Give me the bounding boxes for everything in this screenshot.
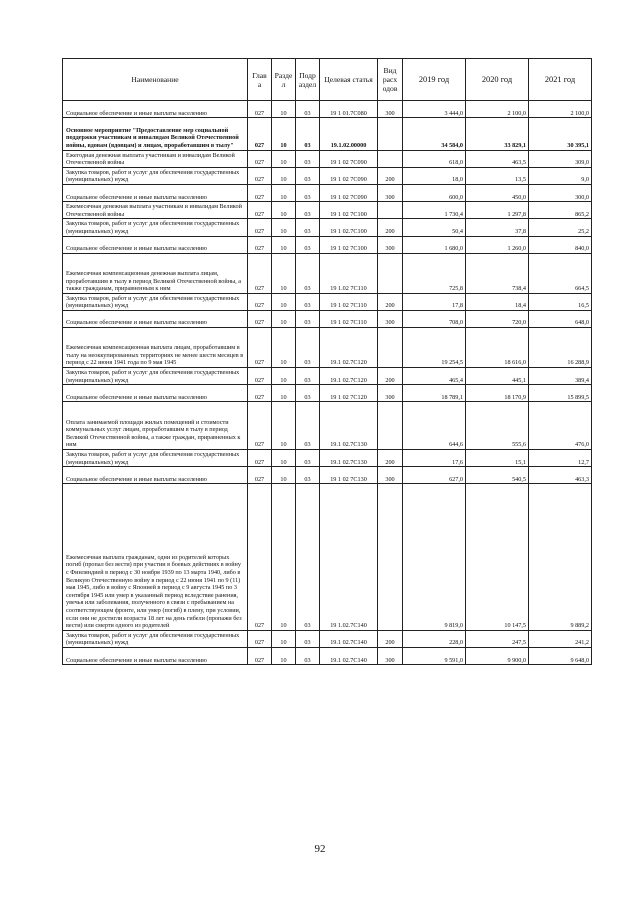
row-target-article: 19.1.02.00000 bbox=[320, 118, 378, 150]
row-value-2020: 463,5 bbox=[466, 150, 529, 167]
table-row bbox=[63, 385, 592, 402]
header-2021: 2021 год bbox=[529, 59, 592, 101]
row-value-2020: 540,5 bbox=[466, 467, 529, 484]
row-target-article: 19.1 02.7С130 bbox=[320, 402, 378, 450]
row-section: 10 bbox=[272, 648, 296, 665]
row-value-2021: 309,0 bbox=[529, 150, 592, 167]
row-value-2020: 1 297,8 bbox=[466, 202, 529, 219]
row-chapter: 027 bbox=[248, 385, 272, 402]
row-value-2019: 600,0 bbox=[403, 184, 466, 201]
table-row bbox=[63, 219, 592, 236]
row-section: 10 bbox=[272, 101, 296, 118]
row-chapter: 027 bbox=[248, 328, 272, 368]
row-target-article: 19.1 02.7С120 bbox=[320, 368, 378, 385]
row-value-2020: 555,6 bbox=[466, 402, 529, 450]
row-section: 10 bbox=[272, 630, 296, 647]
row-subsection: 03 bbox=[296, 236, 320, 253]
row-value-2019: 9 819,0 bbox=[403, 484, 466, 630]
row-expense-type: 200 bbox=[378, 368, 403, 385]
table-row bbox=[63, 402, 592, 450]
row-subsection: 03 bbox=[296, 184, 320, 201]
row-value-2019: 9 591,0 bbox=[403, 648, 466, 665]
row-value-2020: 33 829,1 bbox=[466, 118, 529, 150]
row-chapter: 027 bbox=[248, 150, 272, 167]
budget-table bbox=[62, 58, 592, 665]
row-value-2021: 12,7 bbox=[529, 450, 592, 467]
row-section: 10 bbox=[272, 253, 296, 293]
header-2020: 2020 год bbox=[466, 59, 529, 101]
row-subsection: 03 bbox=[296, 402, 320, 450]
row-value-2020: 247,5 bbox=[466, 630, 529, 647]
page-number: 92 bbox=[314, 843, 326, 855]
row-value-2019: 228,0 bbox=[403, 630, 466, 647]
row-name: Социальное обеспечение и иные выплаты населению bbox=[63, 184, 248, 201]
row-value-2019: 644,6 bbox=[403, 402, 466, 450]
row-name: Социальное обеспечение и иные выплаты населению bbox=[63, 648, 248, 665]
row-target-article: 19 1 02 7С120 bbox=[320, 385, 378, 402]
row-target-article: 19 1 02 7С100 bbox=[320, 236, 378, 253]
row-target-article: 19 1 02 7С090 bbox=[320, 184, 378, 201]
row-value-2021: 241,2 bbox=[529, 630, 592, 647]
row-value-2021: 463,3 bbox=[529, 467, 592, 484]
row-subsection: 03 bbox=[296, 310, 320, 327]
row-expense-type: 300 bbox=[378, 101, 403, 118]
row-value-2021: 476,0 bbox=[529, 402, 592, 450]
row-target-article: 19 1 02 7С100 bbox=[320, 202, 378, 219]
row-chapter: 027 bbox=[248, 101, 272, 118]
row-target-article: 19.1 02.7С130 bbox=[320, 450, 378, 467]
row-expense-type: 300 bbox=[378, 385, 403, 402]
row-value-2019: 627,0 bbox=[403, 467, 466, 484]
row-name: Закупка товаров, работ и услуг для обеспечения государственных (муниципальных) нужд bbox=[63, 630, 248, 647]
row-chapter: 027 bbox=[248, 310, 272, 327]
row-chapter: 027 bbox=[248, 184, 272, 201]
row-value-2021: 664,5 bbox=[529, 253, 592, 293]
table-row bbox=[63, 236, 592, 253]
row-name: Основное мероприятие "Предоставление мер социальной поддержки участникам и инвалидам Великой Отечественной войны, вдовам (вдовцам) и лицам, проработавшим в тылу" bbox=[63, 118, 248, 150]
row-value-2019: 618,0 bbox=[403, 150, 466, 167]
row-target-article: 19 1 02.7С100 bbox=[320, 219, 378, 236]
row-expense-type: 300 bbox=[378, 310, 403, 327]
row-expense-type: 300 bbox=[378, 648, 403, 665]
row-target-article: 19 1 02 7С110 bbox=[320, 293, 378, 310]
row-subsection: 03 bbox=[296, 167, 320, 184]
row-subsection: 03 bbox=[296, 630, 320, 647]
row-target-article: 19 1 02 7С090 bbox=[320, 167, 378, 184]
table-row bbox=[63, 450, 592, 467]
row-expense-type bbox=[378, 253, 403, 293]
row-value-2019: 1 730,4 bbox=[403, 202, 466, 219]
row-value-2020: 445,1 bbox=[466, 368, 529, 385]
row-value-2021: 300,0 bbox=[529, 184, 592, 201]
row-target-article: 19 1 02 7С130 bbox=[320, 467, 378, 484]
header-subsection: Подр аздел bbox=[296, 59, 320, 101]
row-chapter: 027 bbox=[248, 167, 272, 184]
row-section: 10 bbox=[272, 484, 296, 630]
row-section: 10 bbox=[272, 450, 296, 467]
row-value-2021: 9 889,2 bbox=[529, 484, 592, 630]
row-section: 10 bbox=[272, 467, 296, 484]
row-value-2021: 865,2 bbox=[529, 202, 592, 219]
row-target-article: 19 1 01.7С080 bbox=[320, 101, 378, 118]
table-row bbox=[63, 118, 592, 150]
row-chapter: 027 bbox=[248, 630, 272, 647]
row-section: 10 bbox=[272, 202, 296, 219]
table-row bbox=[63, 310, 592, 327]
row-name: Социальное обеспечение и иные выплаты населению bbox=[63, 310, 248, 327]
row-subsection: 03 bbox=[296, 101, 320, 118]
row-name: Социальное обеспечение и иные выплаты населению bbox=[63, 467, 248, 484]
header-name: Наименование bbox=[63, 59, 248, 101]
row-expense-type bbox=[378, 402, 403, 450]
row-section: 10 bbox=[272, 118, 296, 150]
row-name: Ежемесячная компенсационная выплата лицам, проработавшим в тылу на неоккупированных территориях не менее шести месяцев в период с 22 июня 1941 года по 9 мая 1945 bbox=[63, 328, 248, 368]
row-value-2019: 17,8 bbox=[403, 293, 466, 310]
header-section: Разде л bbox=[272, 59, 296, 101]
row-target-article: 19 1 02 7С090 bbox=[320, 150, 378, 167]
row-expense-type bbox=[378, 484, 403, 630]
row-chapter: 027 bbox=[248, 368, 272, 385]
table-body bbox=[63, 101, 592, 665]
row-expense-type: 200 bbox=[378, 293, 403, 310]
row-value-2020: 15,1 bbox=[466, 450, 529, 467]
row-section: 10 bbox=[272, 385, 296, 402]
row-expense-type: 300 bbox=[378, 236, 403, 253]
table-row bbox=[63, 101, 592, 118]
table-row bbox=[63, 167, 592, 184]
table-row bbox=[63, 150, 592, 167]
table-row bbox=[63, 630, 592, 647]
row-value-2019: 18,0 bbox=[403, 167, 466, 184]
table-row bbox=[63, 202, 592, 219]
header-target-article: Целевая статья bbox=[320, 59, 378, 101]
row-subsection: 03 bbox=[296, 328, 320, 368]
row-expense-type bbox=[378, 150, 403, 167]
header-chapter: Глав а bbox=[248, 59, 272, 101]
table-row bbox=[63, 368, 592, 385]
row-value-2019: 17,6 bbox=[403, 450, 466, 467]
row-chapter: 027 bbox=[248, 648, 272, 665]
row-subsection: 03 bbox=[296, 450, 320, 467]
row-value-2020: 18 170,9 bbox=[466, 385, 529, 402]
budget-table-sheet bbox=[62, 58, 591, 665]
row-section: 10 bbox=[272, 184, 296, 201]
row-value-2021: 30 395,1 bbox=[529, 118, 592, 150]
row-value-2021: 648,0 bbox=[529, 310, 592, 327]
row-value-2020: 720,0 bbox=[466, 310, 529, 327]
row-expense-type: 200 bbox=[378, 219, 403, 236]
table-row bbox=[63, 484, 592, 630]
row-target-article: 19 1.02 7С110 bbox=[320, 253, 378, 293]
row-value-2019: 19 254,5 bbox=[403, 328, 466, 368]
row-chapter: 027 bbox=[248, 202, 272, 219]
row-chapter: 027 bbox=[248, 467, 272, 484]
row-expense-type bbox=[378, 202, 403, 219]
row-section: 10 bbox=[272, 293, 296, 310]
row-section: 10 bbox=[272, 167, 296, 184]
row-subsection: 03 bbox=[296, 385, 320, 402]
row-name: Закупка товаров, работ и услуг для обеспечения государственных (муниципальных) нужд bbox=[63, 293, 248, 310]
row-expense-type bbox=[378, 118, 403, 150]
row-subsection: 03 bbox=[296, 150, 320, 167]
row-subsection: 03 bbox=[296, 368, 320, 385]
table-row bbox=[63, 253, 592, 293]
row-section: 10 bbox=[272, 402, 296, 450]
row-chapter: 027 bbox=[248, 293, 272, 310]
row-section: 10 bbox=[272, 368, 296, 385]
row-value-2019: 3 444,0 bbox=[403, 101, 466, 118]
row-value-2020: 37,8 bbox=[466, 219, 529, 236]
row-value-2019: 34 584,0 bbox=[403, 118, 466, 150]
row-expense-type: 200 bbox=[378, 630, 403, 647]
row-section: 10 bbox=[272, 310, 296, 327]
table-row bbox=[63, 293, 592, 310]
row-value-2020: 738,4 bbox=[466, 253, 529, 293]
row-section: 10 bbox=[272, 219, 296, 236]
row-value-2021: 15 899,5 bbox=[529, 385, 592, 402]
row-section: 10 bbox=[272, 328, 296, 368]
row-expense-type: 200 bbox=[378, 167, 403, 184]
row-name: Ежемесячная выплата гражданам, одни из родителей которых погиб (пропал без вести) при участии в боевых действиях в войну с Финляндией в период с 30 ноября 1939 по 13 марта 1940, либо в Великую Отечественную войну в период с 22 июня 1941 по 9 (11) мая 1945, либо в войну с Японией в период с 9 августа 1945 по 3 сентября 1945 или умер в указанный период вследствие ранения, увечья или заболевания, полученного в связи с пребыванием на соответствующем фронте, или умер (погиб) в плену, при условии, если они не достигли возраста 18 лет на день гибели (пропажи без вести) или смерти одного из родителей bbox=[63, 484, 248, 630]
row-value-2019: 708,0 bbox=[403, 310, 466, 327]
row-chapter: 027 bbox=[248, 236, 272, 253]
row-name: Ежемесячная денежная выплата участникам и инвалидам Великой Отечественной войны bbox=[63, 202, 248, 219]
header-expense-type: Вид расх одов bbox=[378, 59, 403, 101]
row-value-2020: 9 900,0 bbox=[466, 648, 529, 665]
row-subsection: 03 bbox=[296, 484, 320, 630]
row-value-2021: 2 100,0 bbox=[529, 101, 592, 118]
row-value-2021: 16,5 bbox=[529, 293, 592, 310]
row-expense-type: 200 bbox=[378, 450, 403, 467]
row-value-2019: 18 789,1 bbox=[403, 385, 466, 402]
row-value-2020: 450,0 bbox=[466, 184, 529, 201]
table-row bbox=[63, 184, 592, 201]
row-name: Закупка товаров, работ и услуг для обеспечения государственных (муниципальных) нужд bbox=[63, 167, 248, 184]
row-value-2020: 2 100,0 bbox=[466, 101, 529, 118]
row-subsection: 03 bbox=[296, 219, 320, 236]
row-value-2021: 389,4 bbox=[529, 368, 592, 385]
row-chapter: 027 bbox=[248, 219, 272, 236]
row-value-2020: 1 260,0 bbox=[466, 236, 529, 253]
row-value-2021: 16 288,9 bbox=[529, 328, 592, 368]
row-subsection: 03 bbox=[296, 202, 320, 219]
table-header-row bbox=[63, 59, 592, 101]
row-name: Оплата занимаемой площади жилых помещений и стоимости коммунальных услуг лицам, проработавшим в тылу в период Великой Отечественной войны, а также граждан, приравненных к ним bbox=[63, 402, 248, 450]
row-subsection: 03 bbox=[296, 118, 320, 150]
row-name: Закупка товаров, работ и услуг для обеспечения государственных (муниципальных) нужд bbox=[63, 450, 248, 467]
row-value-2021: 9 648,0 bbox=[529, 648, 592, 665]
row-expense-type bbox=[378, 328, 403, 368]
row-name: Закупка товаров, работ и услуг для обеспечения государственных (муниципальных) нужд bbox=[63, 368, 248, 385]
row-value-2020: 18,4 bbox=[466, 293, 529, 310]
row-chapter: 027 bbox=[248, 484, 272, 630]
row-value-2019: 725,8 bbox=[403, 253, 466, 293]
row-target-article: 19.1 02.7С140 bbox=[320, 630, 378, 647]
row-value-2020: 18 616,0 bbox=[466, 328, 529, 368]
row-subsection: 03 bbox=[296, 467, 320, 484]
row-target-article: 19 1 02 7С110 bbox=[320, 310, 378, 327]
row-value-2020: 10 147,5 bbox=[466, 484, 529, 630]
row-value-2021: 25,2 bbox=[529, 219, 592, 236]
row-expense-type: 300 bbox=[378, 184, 403, 201]
row-chapter: 027 bbox=[248, 450, 272, 467]
row-target-article: 19.1 02.7С140 bbox=[320, 648, 378, 665]
table-row bbox=[63, 467, 592, 484]
row-target-article: 19.1 02.7С120 bbox=[320, 328, 378, 368]
row-subsection: 03 bbox=[296, 293, 320, 310]
row-name: Социальное обеспечение и иные выплаты населению bbox=[63, 236, 248, 253]
row-chapter: 027 bbox=[248, 402, 272, 450]
row-name: Социальное обеспечение и иные выплаты населению bbox=[63, 101, 248, 118]
row-subsection: 03 bbox=[296, 648, 320, 665]
row-value-2021: 840,0 bbox=[529, 236, 592, 253]
row-value-2019: 1 680,0 bbox=[403, 236, 466, 253]
row-subsection: 03 bbox=[296, 253, 320, 293]
row-chapter: 027 bbox=[248, 253, 272, 293]
table-row bbox=[63, 328, 592, 368]
row-section: 10 bbox=[272, 150, 296, 167]
row-section: 10 bbox=[272, 236, 296, 253]
header-2019: 2019 год bbox=[403, 59, 466, 101]
table-row bbox=[63, 648, 592, 665]
row-name: Ежегодная денежная выплата участникам и инвалидам Великой Отечественной войны bbox=[63, 150, 248, 167]
row-value-2019: 50,4 bbox=[403, 219, 466, 236]
row-value-2020: 13,5 bbox=[466, 167, 529, 184]
row-target-article: 19 1.02.7С140 bbox=[320, 484, 378, 630]
row-chapter: 027 bbox=[248, 118, 272, 150]
row-value-2019: 465,4 bbox=[403, 368, 466, 385]
row-expense-type: 300 bbox=[378, 467, 403, 484]
row-name: Социальное обеспечение и иные выплаты населению bbox=[63, 385, 248, 402]
row-name: Ежемесячная компенсационная денежная выплата лицам, проработавшим в тылу в период Великой Отечественной войны, а также гражданам, приравненным к ним bbox=[63, 253, 248, 293]
row-name: Закупка товаров, работ и услуг для обеспечения государственных (муниципальных) нужд bbox=[63, 219, 248, 236]
row-value-2021: 9,0 bbox=[529, 167, 592, 184]
